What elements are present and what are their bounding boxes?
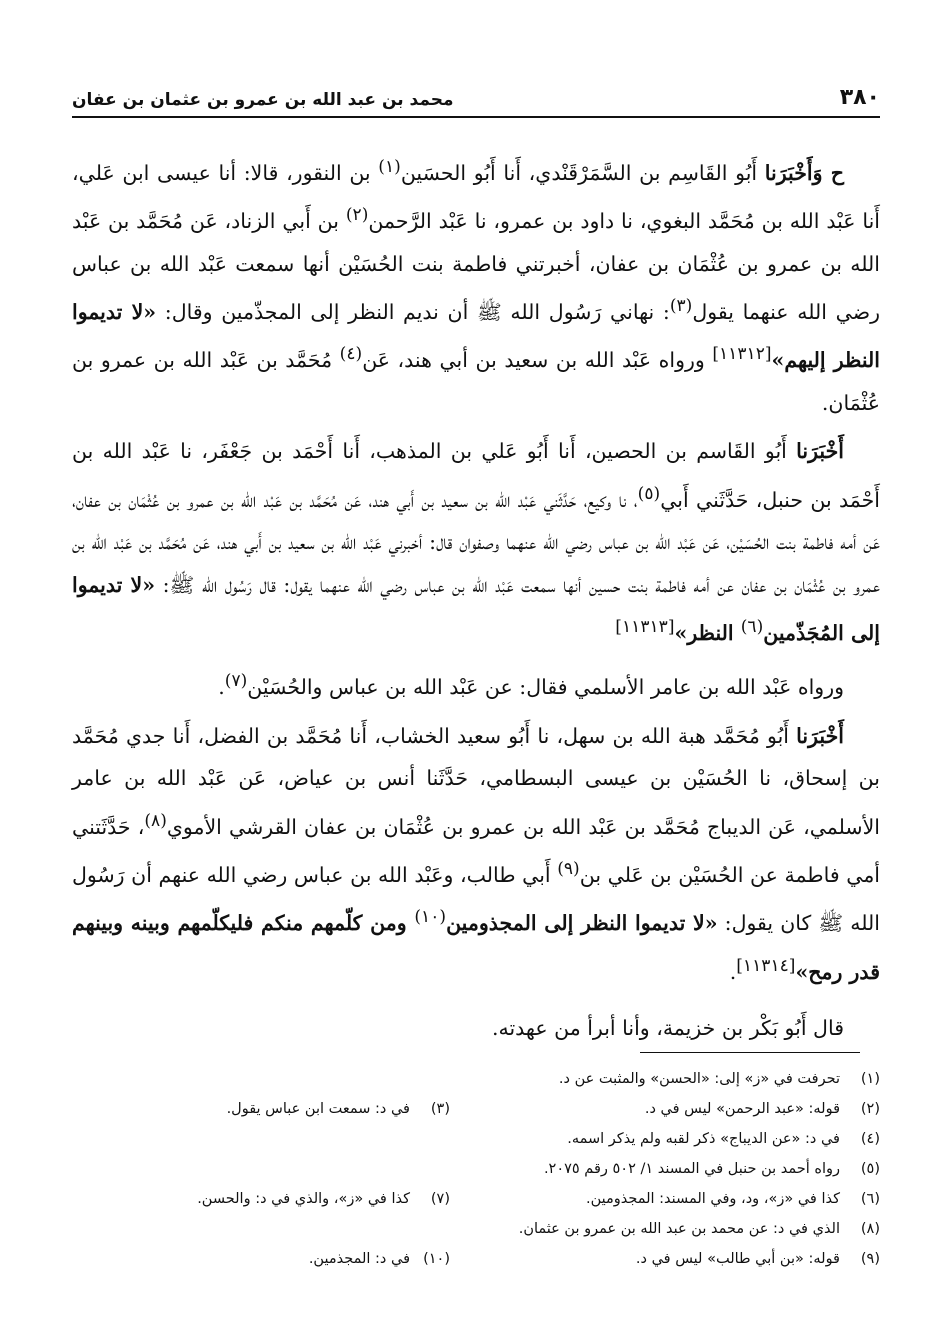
- footnote-4: [567, 1124, 880, 1154]
- paragraph-5: [72, 1007, 880, 1050]
- footnote-9: [450, 1244, 880, 1274]
- footnote-7: [197, 1184, 450, 1214]
- hadith-text: ومن كلّمهم منكم فليكلّمهم وبينه وبينهم قدر رمح»: [72, 911, 880, 984]
- running-title: محمد بن عبد الله بن عمرو بن عثمان بن عفان: [72, 90, 454, 110]
- footnote-number: (٥): [860, 1161, 880, 1177]
- text-run: بن النقور، قالا: أنا عيسى ابن عَلي، أَنا عَبْد الله بن مُحَمَّد البغوي، نا داود بن عمرو، نا عَبْد الرَّحمن: [72, 160, 881, 234]
- text-run: ورواه عَبْد الله بن سعيد بن أبي هند، عَن: [362, 348, 713, 373]
- footnote-marker: (٨): [144, 810, 167, 831]
- text-run: مُحَمَّد بن عَبْد الله بن عمرو بن عُثْمَان.: [72, 348, 880, 415]
- footnote-1: [559, 1064, 880, 1094]
- paragraph-3: [72, 660, 880, 708]
- footnote-number: (١): [860, 1071, 880, 1087]
- footnote-8: [519, 1214, 880, 1244]
- footnote-text: رواه أحمد بن حنبل في المسند ١/ ٥٠٢ رقم ٢٠٧٥.: [543, 1161, 840, 1177]
- footnote-row: [72, 1094, 880, 1124]
- footnote-marker: (٩): [557, 859, 580, 880]
- page-header: [72, 78, 880, 118]
- footnote-marker: (٧): [224, 671, 248, 692]
- footnote-row: [72, 1124, 880, 1154]
- footnote-2: [450, 1094, 880, 1124]
- text-run: أَبي طالب، وعَبْد الله بن عباس رضي الله عنهم أن رَسُول الله ﷺ كان يقول:: [72, 862, 880, 936]
- text-run: أَبُو القَاسِم بن السَّمَرْقَنْدي، أَنا أَبُو الحسَين: [400, 160, 765, 185]
- footnote-text: كذا في «ز»، ود، وفي المسند: المجذومين.: [585, 1191, 840, 1207]
- paragraph-4: [72, 715, 880, 993]
- paragraph-2: [72, 430, 880, 654]
- text-run: بن أَبي الزناد، عَن مُحَمَّد بن عَبْد الله بن عمرو بن عُثْمَان بن عفان، أخبرتني فاطمة بنت الحُسَيْن أنها سمعت عَبْد الله بن عباس رضي الله عنهما يقول: [72, 209, 880, 324]
- footnote-marker: (٥): [637, 483, 661, 504]
- text-run: .: [729, 959, 737, 984]
- page-number: ٣٨٠: [839, 85, 880, 110]
- footnotes: [72, 1064, 880, 1274]
- text-run: : نهاني رَسُول الله ﷺ أن نديم النظر إلى المجذّمين وقال:: [156, 299, 670, 324]
- footnote-row: [72, 1184, 880, 1214]
- footnote-marker: (٢): [345, 205, 369, 226]
- text-run: أَبُو القَاسم بن الحصين، أَنا أَبُو عَلي بن المذهب، أَنا أَحْمَد بن جَعْفَر، نا عَبْد الله بن أَحْمَد بن حنبل، حَدَّثَني أَبي: [72, 439, 880, 512]
- hadith-text: «لا تديموا النظر إلى المجذومين: [446, 911, 718, 936]
- footnote-row: [72, 1154, 880, 1184]
- footnote-number: (٤): [860, 1131, 880, 1147]
- footnote-number: (٦): [860, 1191, 880, 1207]
- footnote-number: (٩): [860, 1251, 880, 1267]
- footnote-number: (١٠): [423, 1251, 450, 1267]
- hadith-text: «لا تديموا النظر إليهم»: [72, 299, 880, 373]
- footnote-marker: (٦): [740, 617, 764, 638]
- footnote-marker: (٤): [339, 344, 363, 365]
- footnote-text: قوله: «عبد الرحمن» ليس في د.: [644, 1101, 840, 1117]
- footnote-text: في د: المجذمين.: [308, 1251, 410, 1267]
- footnote-separator: [640, 1052, 860, 1053]
- footnote-text: كذا في «ز»، والذي في د: والحسن.: [197, 1191, 410, 1207]
- chain-lead: أَخْبَرَنا: [796, 439, 844, 464]
- footnote-text: قوله: «بن أبي طالب» ليس في د.: [635, 1251, 840, 1267]
- reference-number: [١١٣١٢]: [712, 344, 772, 365]
- chain-lead: أَخْبَرَنا: [796, 723, 844, 748]
- footnote-marker: (٣): [669, 296, 693, 317]
- footnote-text: في د: «عن الديباج» ذكر لقبه ولم يذكر اسمه.: [567, 1131, 840, 1147]
- footnote-3: [227, 1094, 450, 1124]
- footnote-text: في د: سمعت ابن عباس يقول.: [226, 1101, 410, 1117]
- text-run: ، حَدَّثَتني أمي فاطمة عن الحُسَيْن بن عَلي بن: [72, 814, 880, 887]
- text-run: قال أَبُو بَكْر بن خزيمة، وأنا أبرأ من عهدته.: [491, 1016, 844, 1041]
- footnote-5: [544, 1154, 880, 1184]
- text-run: أَبُو مُحَمَّد هبة الله بن سهل، نا أَبُو سعيد الخشاب، أَنا مُحَمَّد بن الفضل، أَنا جدي مُحَمَّد بن إسحاق، نا الحُسَيْن بن عيسى البسطامي، حَدَّثَنا أنس بن عياض، عَن عَبْد الله بن عامر الأسلمي، عَن الديباج مُحَمَّد بن عَبْد الله بن عمرو بن عُثْمَان بن عفان القرشي الأموي: [72, 723, 881, 839]
- paragraph-1: [72, 146, 880, 424]
- text-run: ورواه عَبْد الله بن عامر الأسلمي فقال: عن عَبْد الله بن عباس والحُسَيْن: [247, 675, 844, 700]
- footnote-marker: (١٠): [414, 907, 447, 928]
- footnote-row: [72, 1244, 880, 1274]
- footnote-row: [72, 1064, 880, 1094]
- footnote-row: [72, 1214, 880, 1244]
- hadith-text: النظر»: [674, 620, 741, 645]
- chain-lead: ح وَأَخْبَرَنا: [764, 160, 844, 185]
- text-run: .: [218, 675, 225, 700]
- footnote-10: [309, 1244, 450, 1274]
- main-text: [72, 146, 880, 1056]
- footnote-number: (٧): [430, 1191, 450, 1207]
- footnote-number: (٨): [860, 1221, 880, 1237]
- hadith-text: «لا تديموا إلى المُجَذّمين: [72, 572, 880, 645]
- reference-number: [١١٣١٣]: [615, 617, 675, 638]
- footnote-text: الذي في د: عن محمد بن عبد الله بن عمرو بن عثمان.: [518, 1221, 840, 1237]
- reference-number: [١١٣١٤]: [736, 955, 796, 976]
- footnote-number: (٢): [860, 1101, 880, 1117]
- footnote-6: [450, 1184, 880, 1214]
- footnote-text: تحرفت في «ز» إلى: «الحسن» والمثبت عن د.: [558, 1071, 840, 1087]
- text-run: ، نا وكيع، حَدَّثَني عَبْد الله بن سعيد بن أَبي هند، عَن مُحَمَّد بن عَبْد الله بن عمرو بن عُثْمَان بن عفان، عَن أمه فاطمة بنت الحُسَيْن، عَن عَبْد الله بن عباس رضي الله عنهما وصفوان قال: أخبرني عَبْد الله بن سعيد بن أَبي هند، عَن مُحَمَّد بن عَبْد الله بن عمرو بن عُثْمَان بن عفان عن أمه فاطمة بنت حسين أنها سمعت عَبْد الله بن عباس رضي الله عنهما يقول: قال رَسُول الله ﷺ:: [72, 487, 881, 597]
- footnote-marker: (١): [378, 157, 401, 177]
- footnote-number: (٣): [430, 1101, 450, 1117]
